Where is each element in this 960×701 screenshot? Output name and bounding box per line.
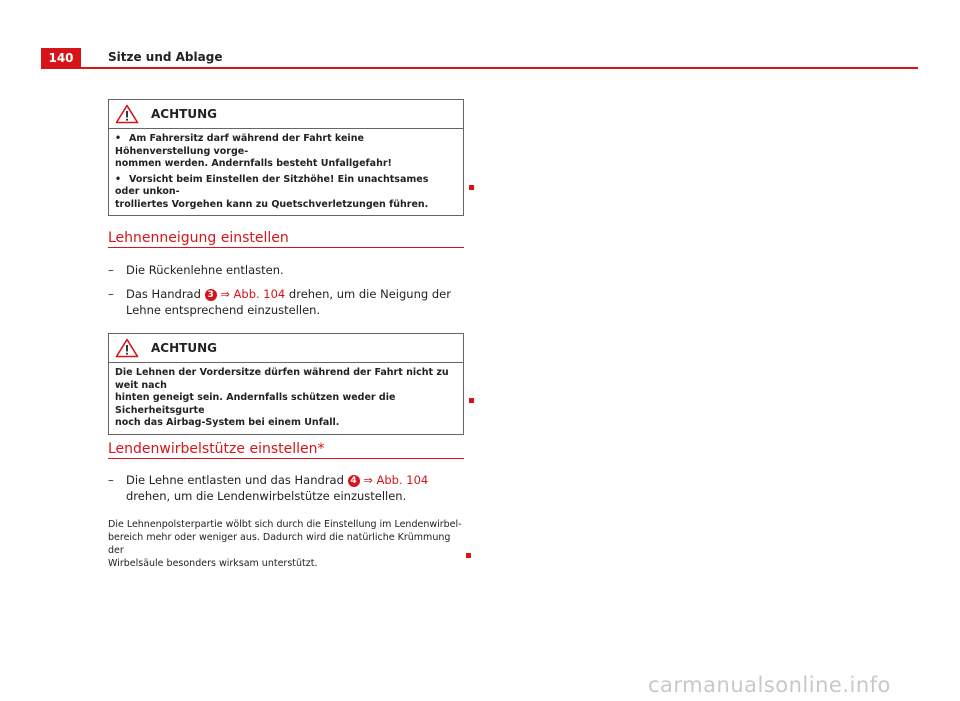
warning-header: [109, 100, 463, 129]
warning-label: ACHTUNG: [151, 107, 217, 121]
warning-box-backrest: [108, 333, 464, 435]
section-rule: [108, 458, 464, 459]
watermark: carmanualsonline.info: [648, 673, 891, 697]
warning-text: Die Lehnen der Vordersitze dürfen während der Fahrt nicht zu weit nach hinten geneigt sein. Andernfalls schützen weder die Sicherheitsgurte noch das Airbag-System bei einem Unfall.: [115, 367, 449, 428]
warning-box-seat-height: [108, 99, 464, 216]
warning-header: [109, 334, 463, 363]
warning-item: • Am Fahrersitz darf während der Fahrt keine Höhenverstellung vorge- nommen werden. Andernfalls besteht Unfallgefahr!: [115, 133, 392, 169]
warning-triangle-icon: [115, 338, 139, 358]
step-item: – Die Rückenlehne entlasten.: [108, 263, 284, 277]
section-end-marker: [469, 398, 474, 403]
section-rule: [108, 247, 464, 248]
warning-label: ACHTUNG: [151, 341, 217, 355]
warning-body: [109, 129, 463, 215]
handwheel-3-marker: 3: [205, 289, 217, 301]
warning-item: • Vorsicht beim Einstellen der Sitzhöhe! Ein unachtsames oder unkon- trolliertes Vorgehen kann zu Quetschverletzungen führen.: [115, 173, 429, 210]
step-item: – Das Handrad 3 ⇒ Abb. 104 drehen, um die Neigung der Lehne entsprechend einzustellen.: [108, 287, 451, 317]
figure-reference-link[interactable]: ⇒ Abb. 104: [220, 287, 286, 301]
warning-triangle-icon: [115, 104, 139, 124]
warning-body: [109, 363, 463, 434]
running-title: Sitze und Ablage: [108, 50, 223, 64]
header-rule: [41, 67, 918, 69]
section-title-lumbar: Lendenwirbelstütze einstellen*: [108, 441, 325, 457]
body-paragraph: Die Lehnenpolsterpartie wölbt sich durch die Einstellung im Lendenwirbel- bereich mehr oder weniger aus. Dadurch wird die natürliche Krümmung der Wirbelsäule besonders wirksam unterstützt.: [108, 519, 462, 569]
handwheel-4-marker: 4: [348, 475, 360, 487]
section-title-backrest: Lehnenneigung einstellen: [108, 230, 289, 246]
page-number: 140: [41, 48, 81, 67]
section-end-marker: [466, 553, 471, 558]
step-item: – Die Lehne entlasten und das Handrad 4 ⇒ Abb. 104 drehen, um die Lendenwirbelstütze einzustellen.: [108, 473, 429, 503]
section-end-marker: [469, 185, 474, 190]
figure-reference-link[interactable]: ⇒ Abb. 104: [363, 473, 429, 487]
